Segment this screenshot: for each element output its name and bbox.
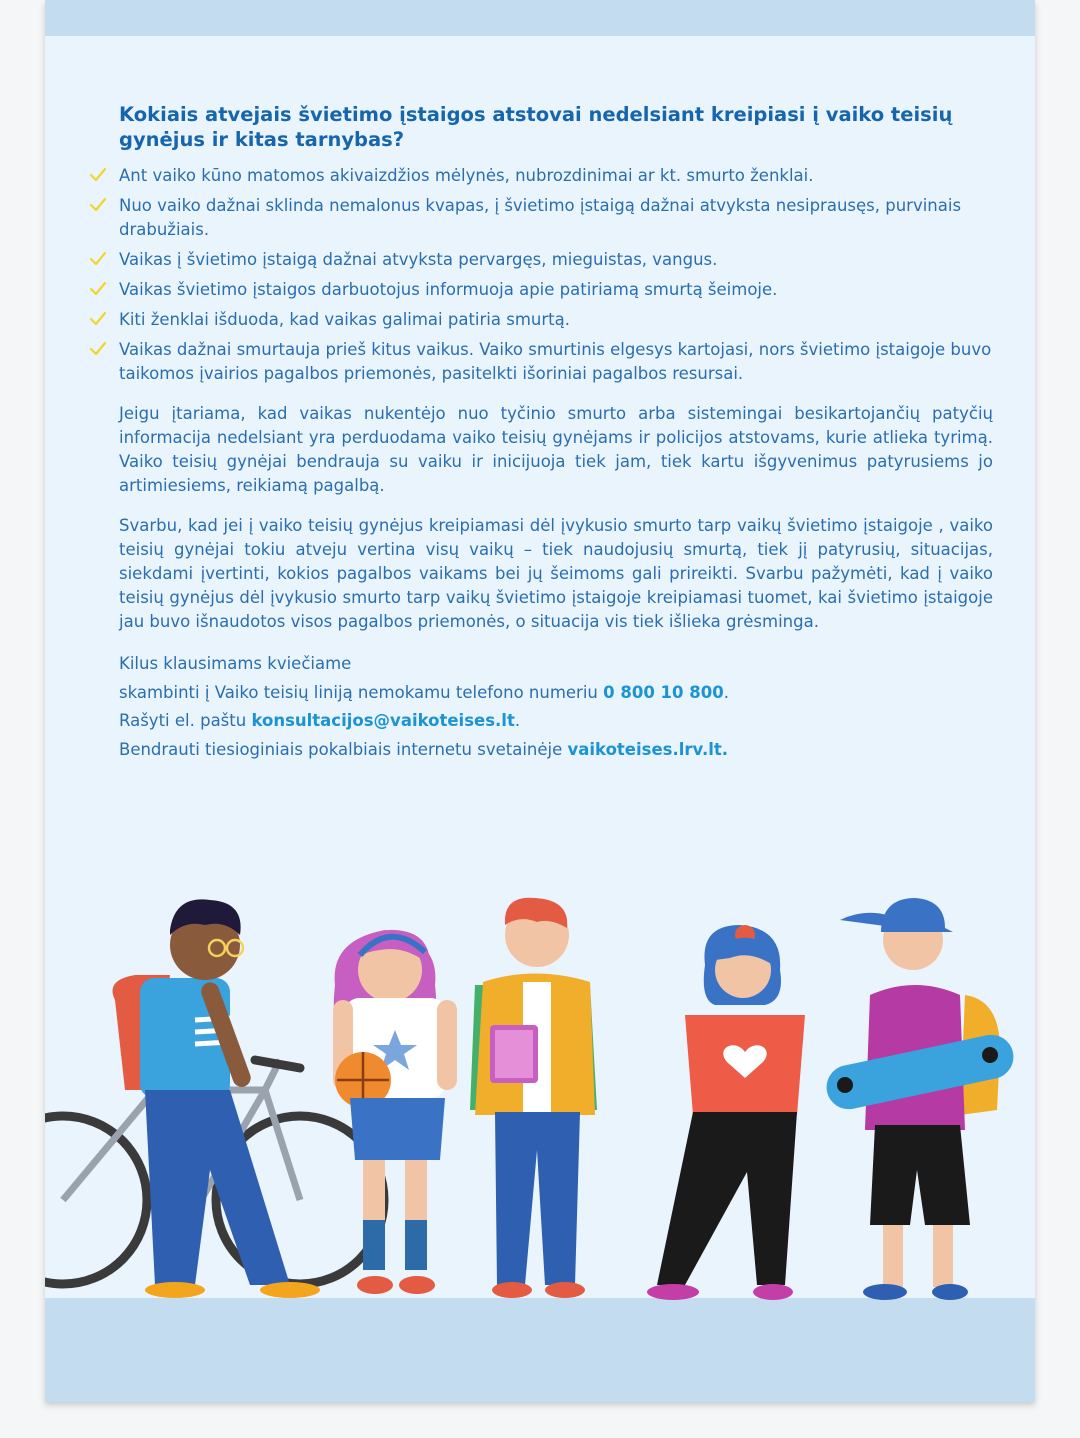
checklist-item-text: Vaikas švietimo įstaigos darbuotojus informuoja apie patiriamą smurtą šeimoje. [119,280,778,299]
paragraph-assessment: Svarbu, kad jei į vaiko teisių gynėjus kreipiamasi dėl įvykusio smurto tarp vaikų švietimo įstaigoje , vaiko teisių gynėjai tokiu atveju vertina visų vaikų – tiek naudojusių smurtą, tiek jį patyrusių, situacijas, siekdami įvertinti, kokios pagalbos vaikams bei jų šeimoms gali prireikti. Svarbu pažymėti, kad į vaiko teisių gynėjus dėl įvykusio smurto tarp vaikų švietimo įstaigoje kreipiamasi tuomet, kai švietimo įstaigoje jau buvo išnaudotos visos pagalbos priemonės, o situacija vis tiek išlieka grėsminga. [119,516,993,631]
contact-chat-line [119,736,993,765]
boy-with-skateboard-image [823,898,1018,1300]
contact-block [119,650,993,764]
phone-number-link[interactable]: 0 800 10 800 [603,682,724,702]
content-area [119,102,993,764]
top-band [45,0,1035,36]
email-prefix: Rašyti el. paštu [119,711,252,730]
checklist-item-text: Vaikas dažnai smurtauja prieš kitus vaikus. Vaiko smurtinis elgesys kartojasi, nors švietimo įstaigoje buvo taikomos įvairios pagalbos priemonės, pasitelkti išoriniai pagalbos resursai. [119,340,992,383]
contact-phone-line [119,679,993,708]
girl-with-heart-shirt-image [647,925,805,1300]
website-link[interactable]: vaikoteises.lrv.lt. [567,739,729,759]
checklist-item [119,308,993,332]
email-link[interactable]: konsultacijos@vaikoteises.lt [251,711,515,730]
girl-with-basketball-image [333,930,457,1294]
heading: Kokiais atvejais švietimo įstaigos atstovai nedelsiant kreipiasi į vaiko teisių gynėjus ir kitas tarnybas? [119,103,953,151]
checkmark-icon [89,340,107,358]
email-suffix: . [514,711,521,730]
paragraph-reporting: Jeigu įtariama, kad vaikas nukentėjo nuo tyčinio smurto arba sistemingai besikartojančių patyčių informacija nedelsiant yra perduodama vaiko teisių gynėjams ir policijos atstovams, kurie atlieka tyrimą. Vaiko teisių gynėjai bendrauja su vaiku ir inicijuoja tiek jam, tiek kartu išgyvenimus patyrusiems jo artimiesiems, reikiamą pagalbą. [119,404,993,495]
phone-prefix: skambinti į Vaiko teisių liniją nemokamu telefono numeriu [119,682,604,702]
checklist-item-text: Vaikas į švietimo įstaigą dažnai atvyksta pervargęs, mieguistas, vangus. [119,250,718,269]
checkmark-icon [89,250,107,268]
checklist-item [119,248,993,272]
phone-suffix: . [723,682,729,702]
checklist-item [119,164,993,188]
checklist-item [119,338,993,386]
contact-intro: Kilus klausimams kviečiame [119,654,352,673]
checkmark-icon [89,280,107,298]
chat-prefix: Bendrauti tiesioginiais pokalbiais internetu svetainėje [119,739,568,759]
checkmark-icon [89,166,107,184]
checklist [119,164,993,386]
checklist-item-text: Nuo vaiko dažnai sklinda nemalonus kvapas, į švietimo įstaigą dažnai atvyksta nesiprausęs, purvinais drabužiais. [119,196,962,239]
checkmark-icon [89,196,107,214]
contact-email-line [119,707,993,736]
checklist-item [119,278,993,302]
bottom-band [45,1298,1035,1402]
document-page [45,0,1035,1402]
children-illustration [45,890,1035,1310]
checklist-item-text: Kiti ženklai išduoda, kad vaikas galimai patiria smurtą. [119,310,570,329]
checklist-item-text: Ant vaiko kūno matomos akivaizdžios mėlynės, nubrozdinimai ar kt. smurto ženklai. [119,166,814,185]
checkmark-icon [89,310,107,328]
checklist-item [119,194,993,242]
boy-with-book-image [470,898,597,1298]
